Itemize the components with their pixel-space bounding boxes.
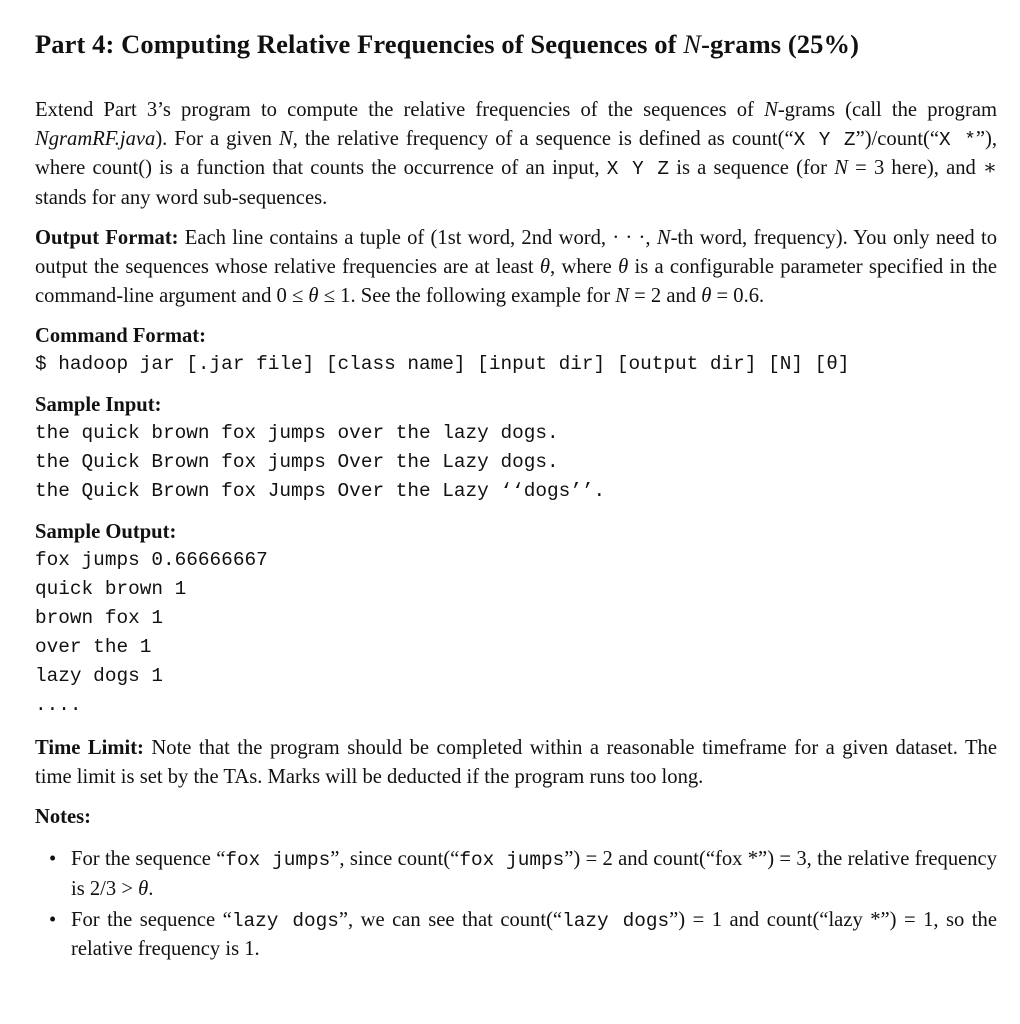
command-format-block bbox=[35, 322, 997, 379]
bullet-icon: • bbox=[49, 848, 57, 871]
command-format-label: Command Format: bbox=[35, 325, 207, 348]
notes-list bbox=[35, 845, 997, 963]
sample-input-line: the Quick Brown fox jumps Over the Lazy dogs. bbox=[35, 451, 559, 474]
sample-output-line: quick brown 1 bbox=[35, 578, 187, 601]
sample-output-ellipsis: .... bbox=[35, 694, 82, 717]
bullet-icon: • bbox=[49, 908, 57, 931]
sample-input-line: the Quick Brown fox Jumps Over the Lazy ‘‘dogs’’. bbox=[35, 480, 606, 503]
intro-paragraph: Extend Part 3’s program to compute the relative frequencies of the sequences of N-grams (call the program NgramRF.java). For a given N, the relative frequency of a sequence is defined as count(“X Y Z”)/count(“X *”), where count() is a function that counts the occurrence of an input, X Y Z is a sequence (for N = 3 here), and ∗ stands for any word sub-sequences. bbox=[35, 99, 998, 209]
title-prefix: Part 4: Computing Relative Frequencies of Sequences of bbox=[35, 29, 684, 59]
document-page bbox=[35, 26, 997, 966]
title-suffix: -grams (25%) bbox=[701, 29, 860, 59]
sample-output-line: fox jumps 0.66666667 bbox=[35, 549, 268, 572]
sample-output-line: over the 1 bbox=[35, 636, 152, 659]
list-item: • For the sequence “lazy dogs”, we can see that count(“lazy dogs”) = 1 and count(“lazy *”) = 1, so the relative frequency is 1. bbox=[71, 906, 997, 964]
section-title bbox=[35, 26, 997, 62]
sample-output-line: brown fox 1 bbox=[35, 607, 163, 630]
notes-section bbox=[35, 803, 997, 963]
sample-output-block bbox=[35, 518, 997, 720]
sample-input-label: Sample Input: bbox=[35, 394, 162, 417]
list-item: • For the sequence “fox jumps”, since count(“fox jumps”) = 2 and count(“fox *”) = 3, the relative frequency is 2/3 > θ. bbox=[71, 845, 997, 903]
sample-output-label: Sample Output: bbox=[35, 521, 177, 544]
output-format-label: Output Format: bbox=[35, 227, 179, 250]
output-format-paragraph: Output Format: Each line contains a tuple of (1st word, 2nd word, · · ·, N-th word, frequency). You only need to output the sequences whose relative frequencies are at least θ, where θ is a configurable parameter specified in the command-line argument and 0 ≤ θ ≤ 1. See the following example for N = 2 and θ = 0.6. bbox=[35, 227, 997, 307]
sample-output-line: lazy dogs 1 bbox=[35, 665, 163, 688]
command-line: $ hadoop jar [.jar file] [class name] [input dir] [output dir] [N] [θ] bbox=[35, 353, 850, 376]
sample-input-line: the quick brown fox jumps over the lazy dogs. bbox=[35, 422, 559, 445]
time-limit-paragraph: Time Limit: Note that the program should be completed within a reasonable timeframe for a given dataset. The time limit is set by the TAs. Marks will be deducted if the program runs too long. bbox=[35, 737, 997, 788]
title-n-variable: N bbox=[683, 29, 702, 59]
sample-input-block bbox=[35, 391, 997, 506]
notes-label: Notes: bbox=[35, 806, 92, 829]
program-name: NgramRF.java bbox=[35, 127, 156, 150]
time-limit-label: Time Limit: bbox=[35, 737, 144, 760]
